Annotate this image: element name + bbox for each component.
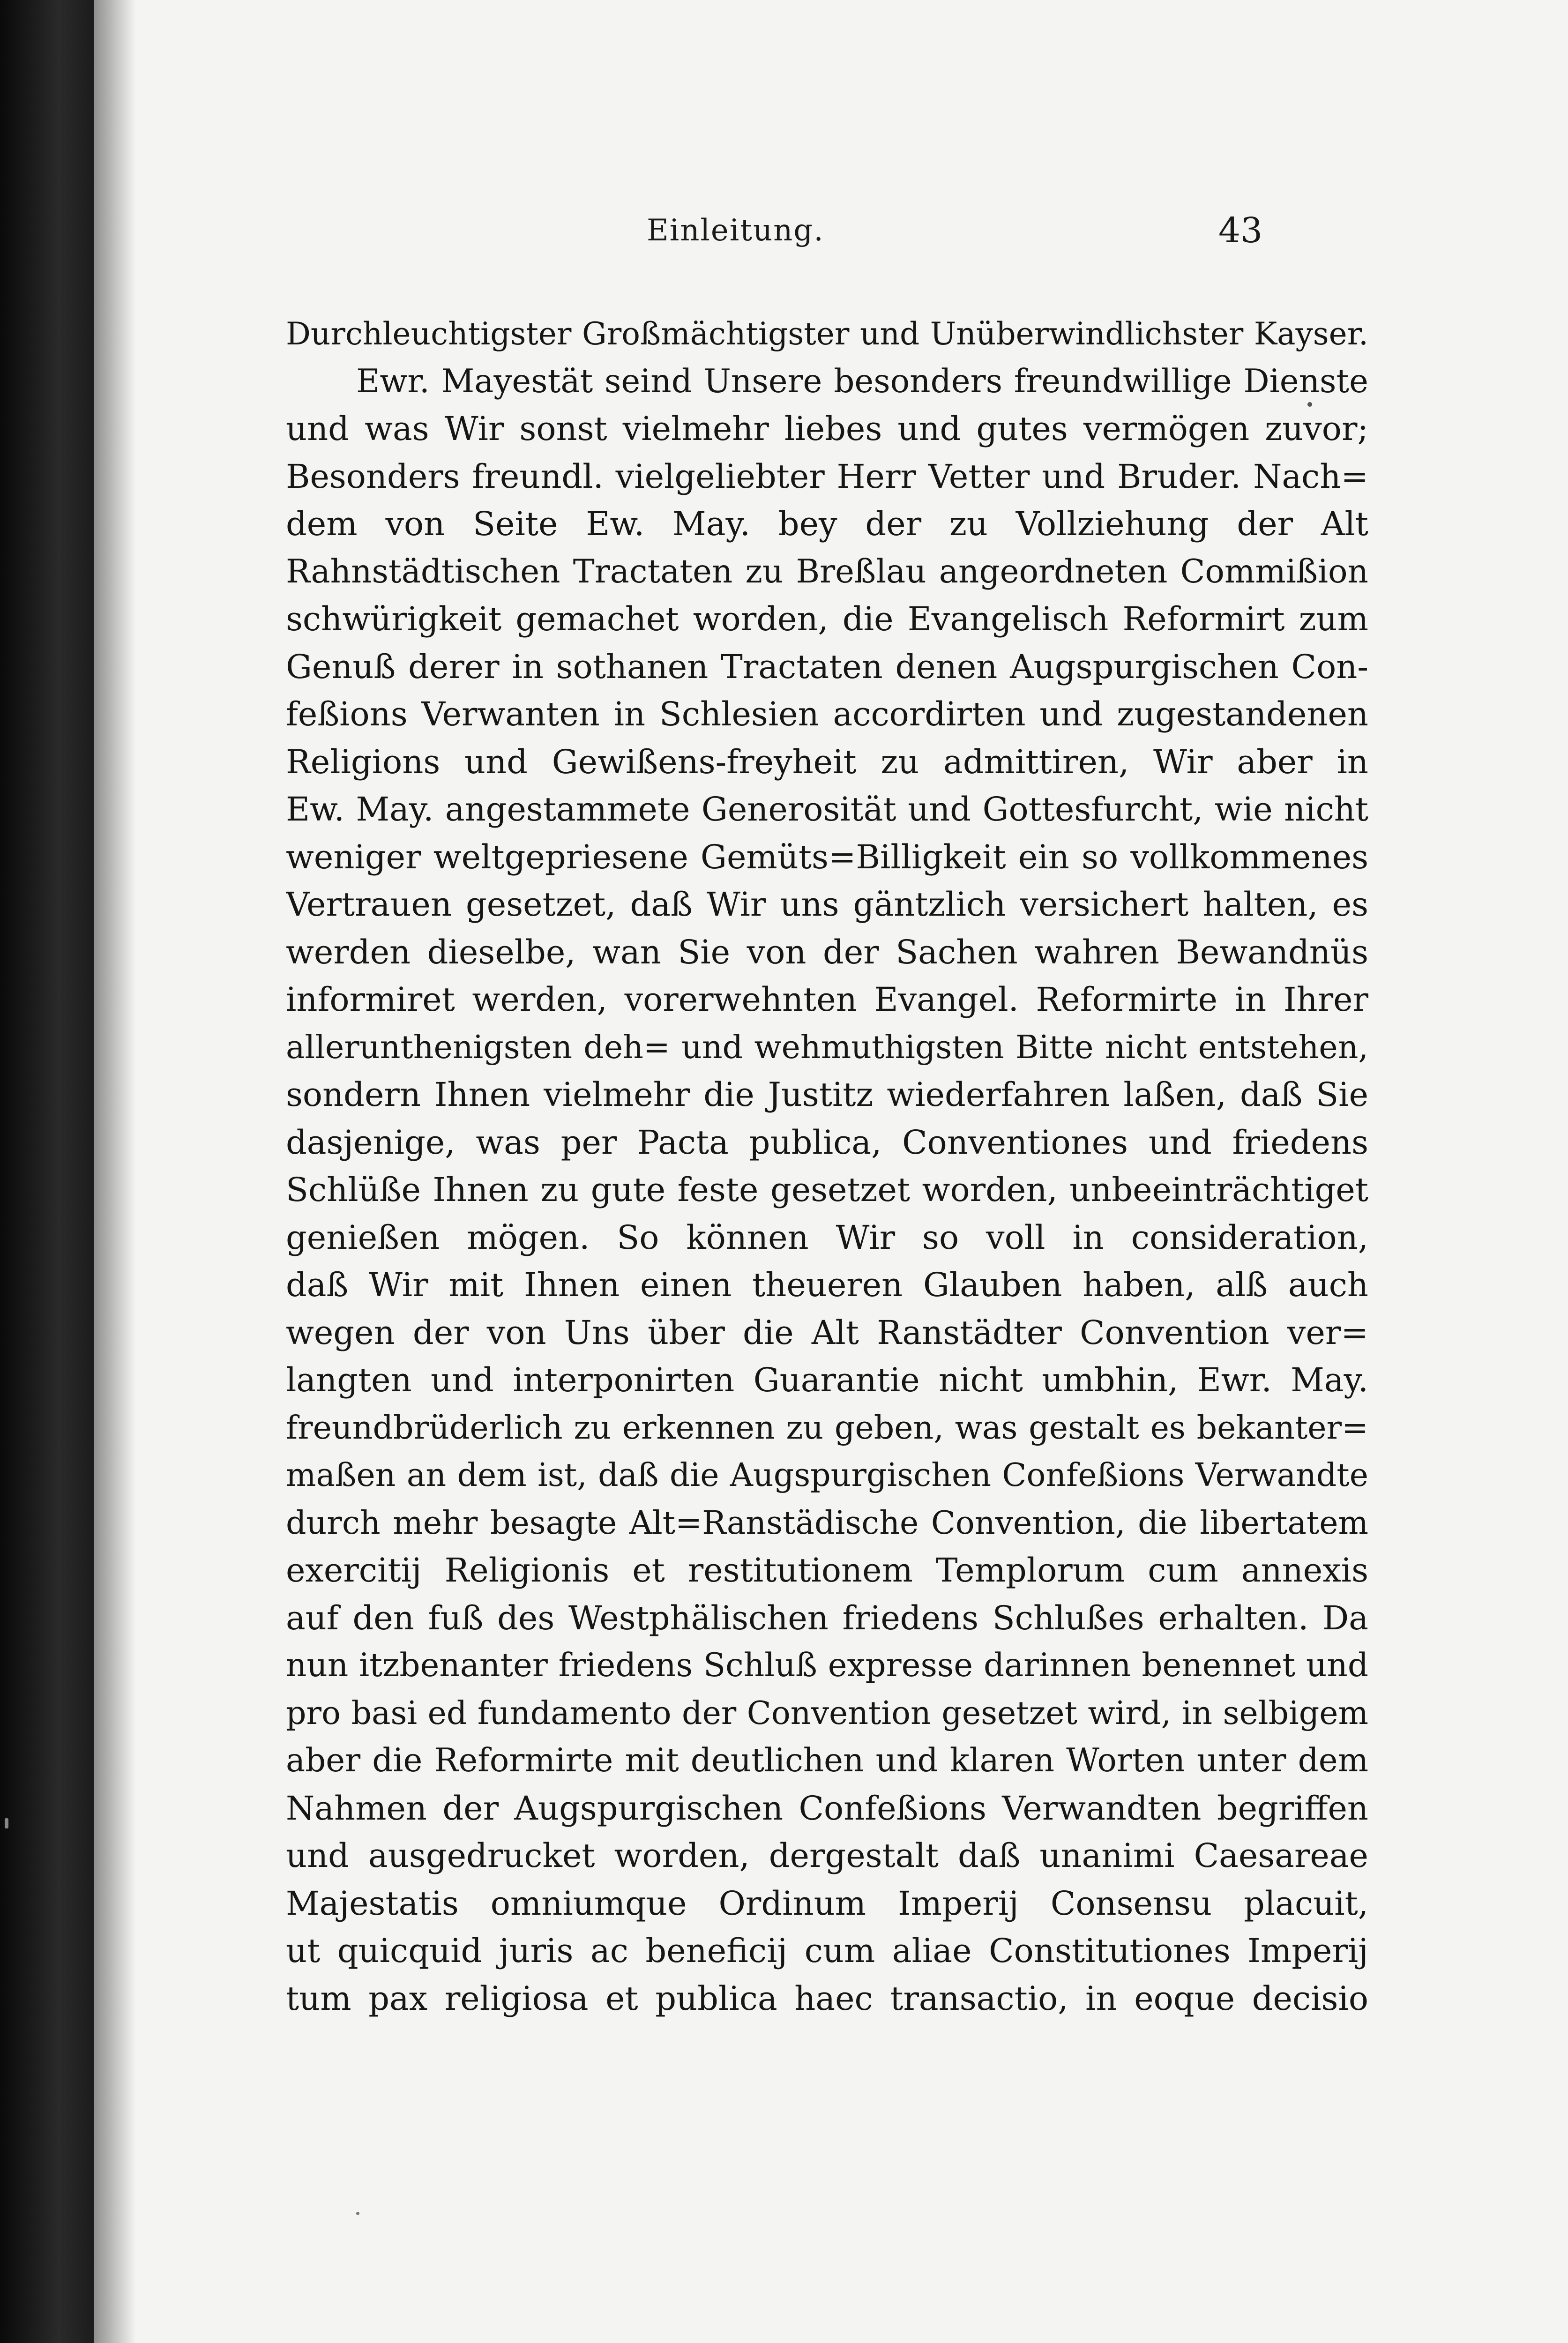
text-line: Ewr. Mayestät seind Unsere besonders freundwillige Dienste xyxy=(356,362,1368,400)
text-line: Besonders freundl. vielgeliebter Herr Vetter und Bruder. Nach= xyxy=(286,457,1368,496)
text-line: Ew. May. angestammete Generosität und Gottesfurcht, wie nicht xyxy=(286,790,1368,828)
text-line: Durchleuchtigster Großmächtigster und Unüberwindlichster Kayser. xyxy=(286,316,1368,352)
text-line: feßions Verwanten in Schlesien accordirten und zugestandenen xyxy=(286,695,1368,733)
text-line: dasjenige, was per Pacta publica, Conventiones und friedens xyxy=(286,1123,1368,1162)
text-line: Schlüße Ihnen zu gute feste gesetzet worden, unbeeinträchtiget xyxy=(286,1171,1368,1209)
text-line: durch mehr besagte Alt=Ranstädische Convention, die libertatem xyxy=(286,1504,1368,1542)
text-line: exercitij Religionis et restitutionem Templorum cum annexis xyxy=(286,1551,1368,1589)
body-text xyxy=(286,310,1368,2022)
text-line: auf den fuß des Westphälischen friedens Schlußes erhalten. Da xyxy=(286,1598,1368,1637)
print-speck xyxy=(356,2212,359,2215)
text-line: dem von Seite Ew. May. bey der zu Vollziehung der Alt xyxy=(286,505,1368,543)
page-number: 43 xyxy=(1218,210,1263,251)
print-speck xyxy=(5,1818,8,1828)
text-line: werden dieselbe, wan Sie von der Sachen wahren Bewandnüs xyxy=(286,933,1368,971)
print-speck xyxy=(1307,402,1312,407)
text-line: nun itzbenanter friedens Schluß expresse darinnen benennet und xyxy=(286,1647,1368,1684)
text-line: schwürigkeit gemachet worden, die Evangelisch Reformirt zum xyxy=(286,600,1368,638)
running-title: Einleitung. xyxy=(647,213,824,248)
text-line: daß Wir mit Ihnen einen theueren Glauben haben, alß auch xyxy=(286,1266,1368,1304)
text-line: tum pax religiosa et publica haec transactio, in eoque decisio xyxy=(286,1979,1368,2018)
text-line: und was Wir sonst vielmehr liebes und gutes vermögen zuvor; xyxy=(286,410,1368,448)
text-line: Rahnstädtischen Tractaten zu Breßlau angeordneten Commißion xyxy=(286,552,1368,590)
text-line: sondern Ihnen vielmehr die Justitz wiederfahren laßen, daß Sie xyxy=(286,1075,1368,1114)
text-line: pro basi ed fundamento der Convention gesetzet wird, in selbigem xyxy=(286,1694,1368,1732)
text-line: langten und interponirten Guarantie nicht umbhin, Ewr. May. xyxy=(286,1361,1368,1399)
text-line: freundbrüderlich zu erkennen zu geben, was gestalt es bekanter= xyxy=(286,1409,1368,1447)
text-line: wegen der von Uns über die Alt Ranstädter Convention ver= xyxy=(286,1313,1368,1352)
text-line: Vertrauen gesetzet, daß Wir uns gäntzlich versichert halten, es xyxy=(286,885,1368,924)
text-line: informiret werden, vorerwehnten Evangel. Reformirte in Ihrer xyxy=(286,980,1368,1019)
text-line: Genuß derer in sothanen Tractaten denen Augspurgischen Con- xyxy=(286,647,1368,686)
text-line: allerunthenigsten deh= und wehmuthigsten Bitte nicht entstehen, xyxy=(286,1029,1368,1066)
text-line: Nahmen der Augspurgischen Confeßions Verwandten begriffen xyxy=(286,1789,1368,1828)
page-header xyxy=(94,210,1568,255)
book-binding-shadow xyxy=(0,0,98,2343)
text-line: und ausgedrucket worden, dergestalt daß unanimi Caesareae xyxy=(286,1836,1368,1875)
text-line: aber die Reformirte mit deutlichen und klaren Worten unter dem xyxy=(286,1742,1368,1779)
book-page xyxy=(94,0,1568,2343)
text-line: genießen mögen. So können Wir so voll in consideration, xyxy=(286,1218,1368,1257)
text-line: maßen an dem ist, daß die Augspurgischen Confeßions Verwandte xyxy=(286,1457,1368,1494)
text-line: weniger weltgepriesene Gemüts=Billigkeit ein so vollkommenes xyxy=(286,837,1368,876)
text-line: Majestatis omniumque Ordinum Imperij Consensu placuit, xyxy=(286,1884,1368,1923)
text-line: Religions und Gewißens-freyheit zu admittiren, Wir aber in xyxy=(286,742,1368,781)
text-line: ut quicquid juris ac beneficij cum aliae Constitutiones Imperij xyxy=(286,1932,1368,1970)
